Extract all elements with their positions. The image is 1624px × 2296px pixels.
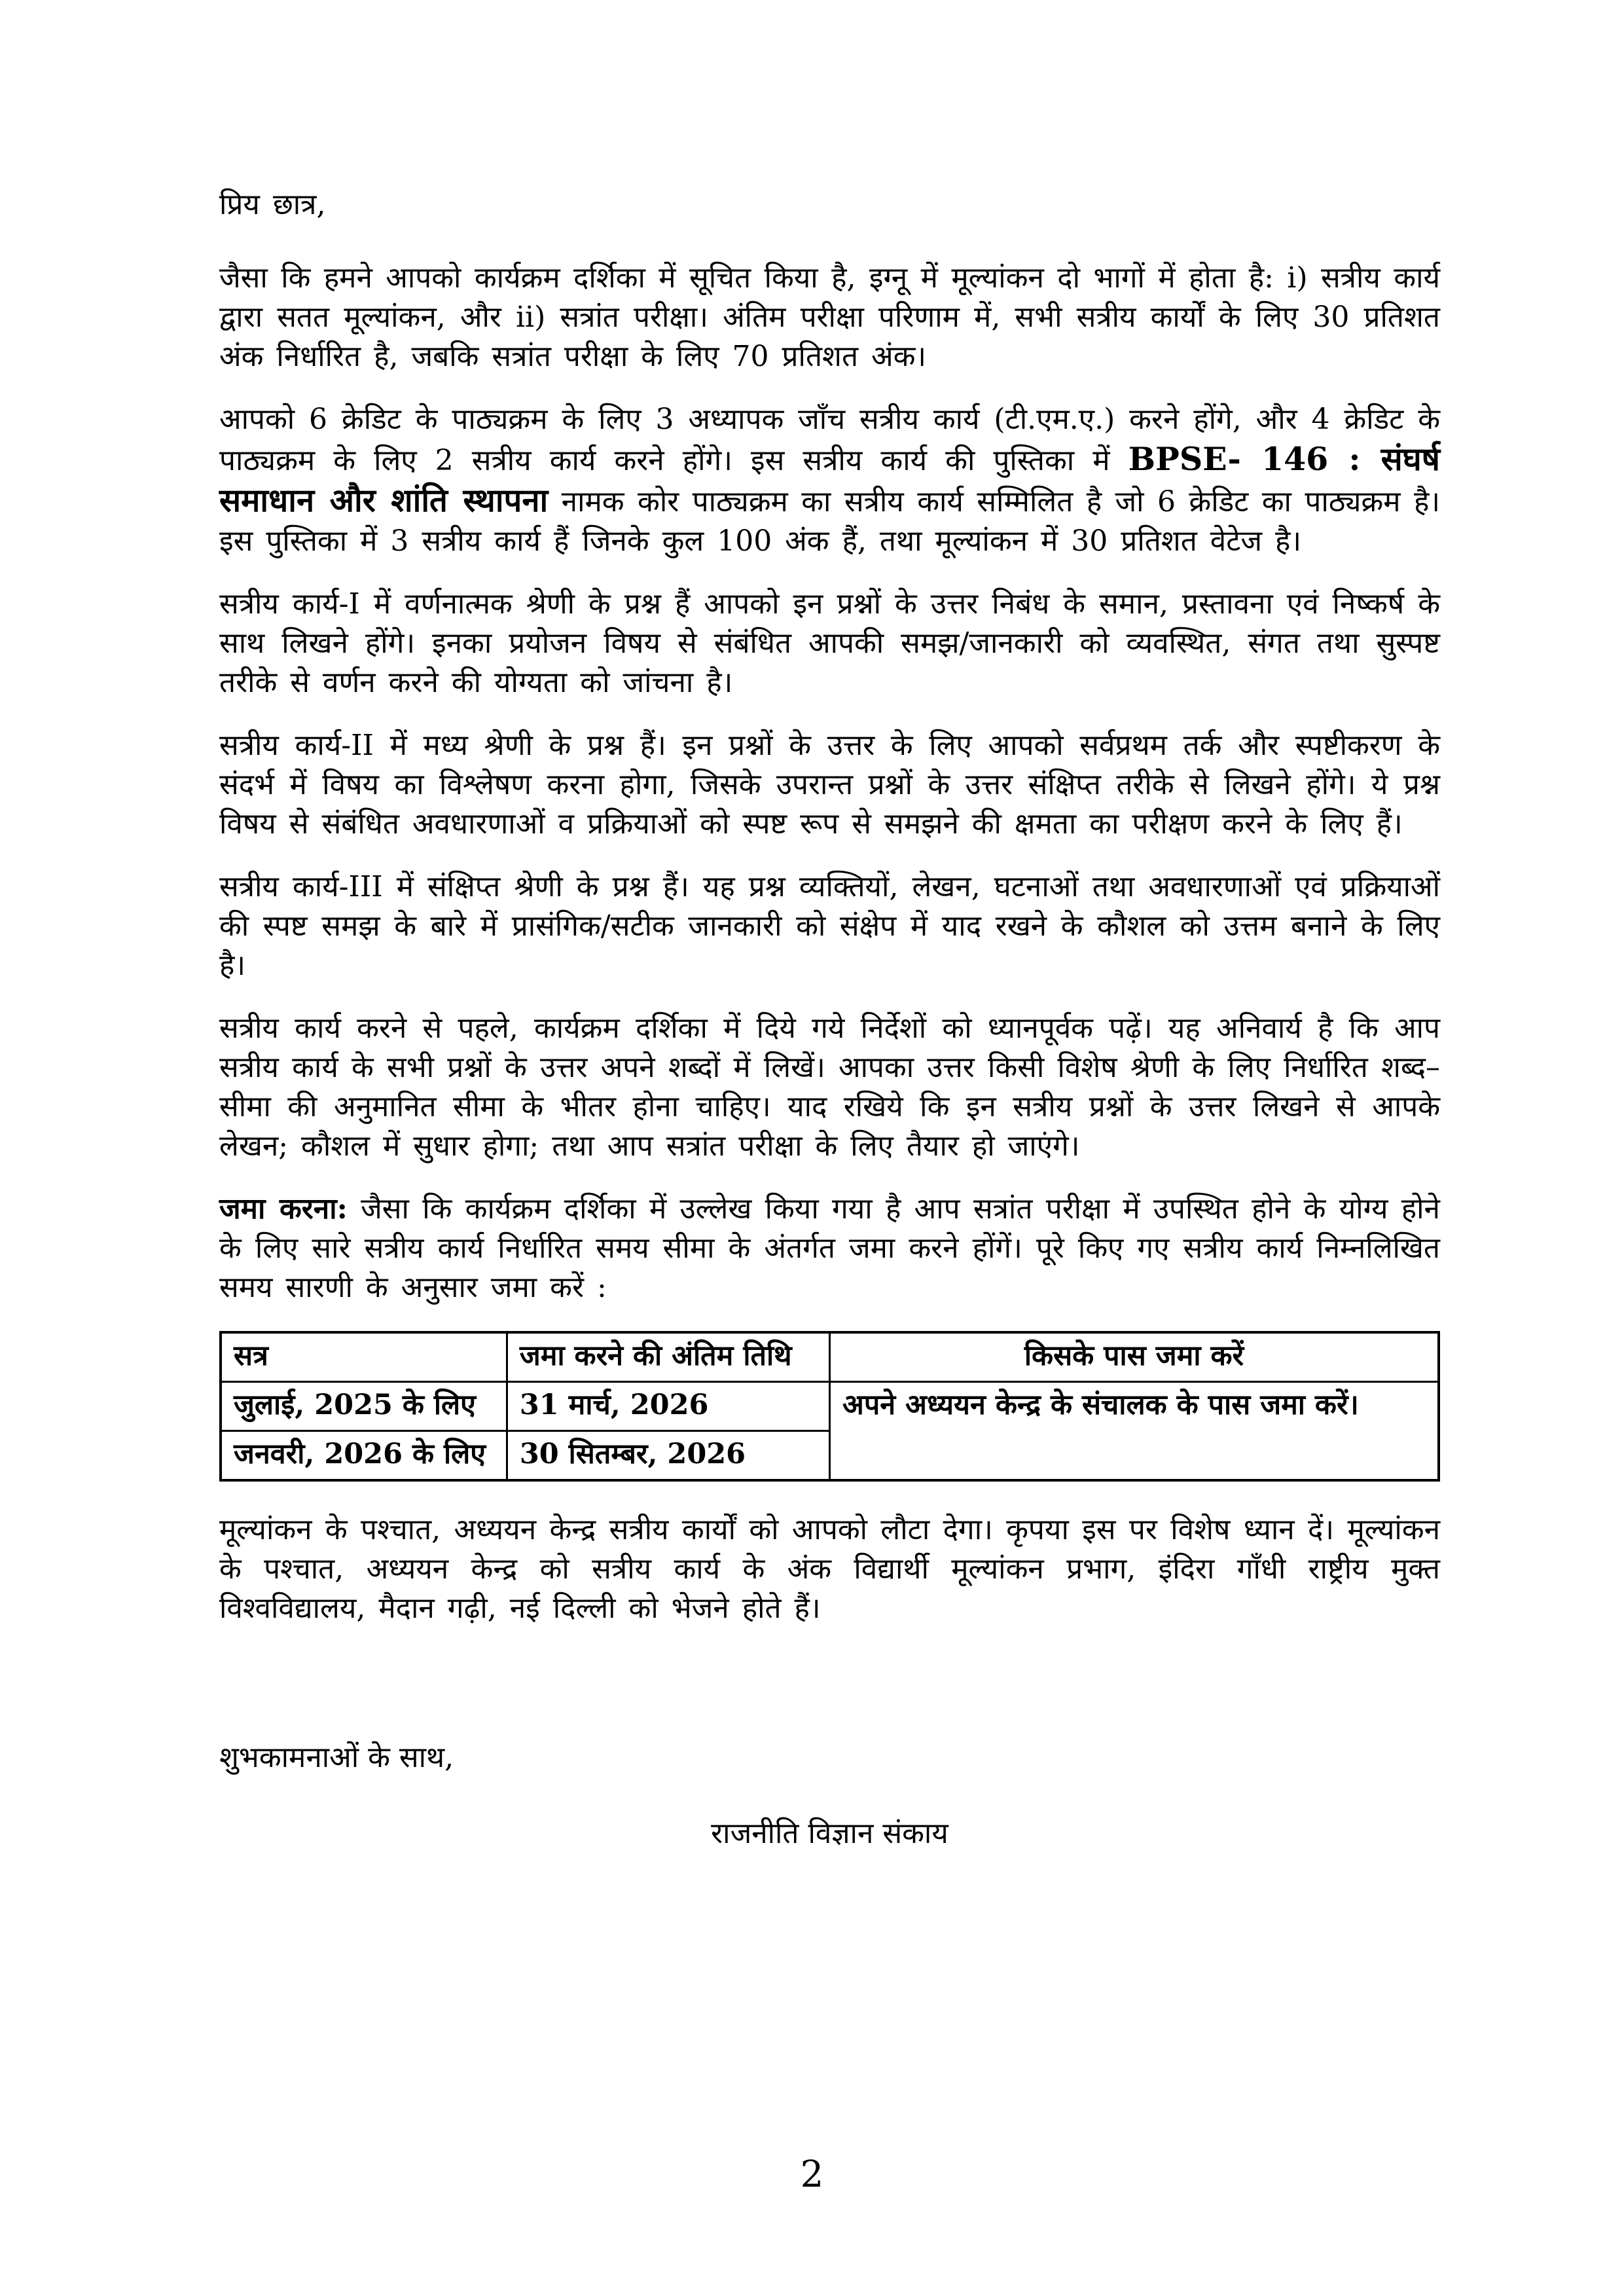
cell-submit-to: अपने अध्ययन केन्द्र के संचालक के पास जमा करें।: [829, 1382, 1439, 1481]
credits-text-post: नामक कोर पाठ्यक्रम का सत्रीय कार्य सम्मिलित है जो 6 क्रेडिट का पाठ्यक्रम है। इस पुस्तिका में 3 सत्रीय कार्य हैं जिनके कुल 100 अंक हैं, तथा मूल्यांकन में 30 प्रतिशत वेटेज है।: [219, 485, 1440, 558]
header-last-date: जमा करने की अंतिम तिथि: [507, 1332, 829, 1382]
paragraph-assignment-2: सत्रीय कार्य-II में मध्य श्रेणी के प्रश्न हैं। इन प्रश्नों के उत्तर के लिए आपको सर्वप्रथम तर्क और स्पष्टीकरण के संदर्भ में विषय का विश्लेषण करना होगा, जिसके उपरान्त प्रश्नों के उत्तर संक्षिप्त तरीके से लिखने होंगे। ये प्रश्न विषय से संबंधित अवधारणाओं व प्रक्रियाओं को स्पष्ट रूप से समझने की क्षमता का परीक्षण करने के लिए हैं।: [219, 729, 1440, 841]
paragraph-assignment-1: सत्रीय कार्य-I में वर्णनात्मक श्रेणी के प्रश्न हैं आपको इन प्रश्नों के उत्तर निबंध के समान, प्रस्तावना एवं निष्कर्ष के साथ लिखने होंगे। इनका प्रयोजन विषय से संबंधित आपकी समझ/जानकारी को व्यवस्थित, संगत तथा सुस्पष्ट तरीके से वर्णन करने की योग्यता को जांचना है।: [219, 587, 1440, 699]
signature-faculty: राजनीति विज्ञान संकाय: [711, 1817, 948, 1850]
page-number: 2: [800, 2153, 824, 2196]
cell-date-march: 31 मार्च, 2026: [507, 1382, 829, 1431]
header-session: सत्र: [221, 1332, 507, 1382]
submission-text: जैसा कि कार्यक्रम दर्शिका में उल्लेख किया गया है आप सत्रांत परीक्षा में उपस्थित होने के योग्य होने के लिए सारे सत्रीय कार्य निर्धारित समय सीमा के अंतर्गत जमा करने होंगें। पूरे किए गए सत्रीय कार्य निम्नलिखित समय सारणी के अनुसार जमा करें :: [219, 1192, 1441, 1304]
table-header-row: [221, 1332, 1439, 1382]
credits-text-pre: आपको 6 क्रेडिट के पाठ्यक्रम के लिए 3 अध्यापक जाँच सत्रीय कार्य (टी.एम.ए.) करने होंगे, और 4 क्रेडिट के पाठ्यक्रम के लिए 2 सत्रीय कार्य करने होंगे। इस सत्रीय कार्य की पुस्तिका में: [219, 403, 1440, 477]
letter-body: [219, 185, 1440, 1853]
submission-label: जमा करना:: [219, 1192, 348, 1226]
paragraph-evaluation-return: मूल्यांकन के पश्चात, अध्ययन केन्द्र सत्रीय कार्यों को आपको लौटा देगा। कृपया इस पर विशेष ध्यान दें। मूल्यांकन के पश्चात, अध्ययन केन्द्र को सत्रीय कार्य के अंक विद्यार्थी मूल्यांकन प्रभाग, इंदिरा गाँधी राष्ट्रीय मुक्त विश्वविद्यालय, मैदान गढ़ी, नई दिल्ली को भेजने होते हैं।: [219, 1513, 1440, 1625]
salutation: प्रिय छात्र,: [219, 188, 326, 221]
cell-date-september: 30 सितम्बर, 2026: [507, 1431, 829, 1481]
cell-session-january: जनवरी, 2026 के लिए: [221, 1431, 507, 1481]
submission-schedule-table: [219, 1331, 1440, 1482]
cell-session-july: जुलाई, 2025 के लिए: [221, 1382, 507, 1431]
header-submit-to: किसके पास जमा करें: [829, 1332, 1439, 1382]
table-row: [221, 1382, 1439, 1431]
course-code-title: BPSE- 146 : संघर्ष समाधान और शांति स्थापना: [219, 440, 1441, 519]
paragraph-submission: [219, 1190, 1440, 1307]
paragraph-assignment-3: सत्रीय कार्य-III में संक्षिप्त श्रेणी के प्रश्न हैं। यह प्रश्न व्यक्तियों, लेखन, घटनाओं तथा अवधारणाओं एवं प्रक्रियाओं की स्पष्ट समझ के बारे में प्रासंगिक/सटीक जानकारी को संक्षेप में याद रखने के कौशल को उत्तम बनाने के लिए है।: [219, 870, 1440, 982]
closing-salutation: शुभकामनाओं के साथ,: [219, 1741, 454, 1774]
paragraph-evaluation-scheme: जैसा कि हमने आपको कार्यक्रम दर्शिका में सूचित किया है, इग्नू में मूल्यांकन दो भागों में होता है: i) सत्रीय कार्य द्वारा सतत मूल्यांकन, और ii) सत्रांत परीक्षा। अंतिम परीक्षा परिणाम में, सभी सत्रीय कार्यों के लिए 30 प्रतिशत अंक निर्धारित है, जबकि सत्रांत परीक्षा के लिए 70 प्रतिशत अंक।: [219, 261, 1440, 373]
paragraph-credits-course: [219, 400, 1440, 561]
paragraph-instructions: सत्रीय कार्य करने से पहले, कार्यक्रम दर्शिका में दिये गये निर्देशों को ध्यानपूर्वक पढ़ें। यह अनिवार्य है कि आप सत्रीय कार्य के सभी प्रश्नों के उत्तर अपने शब्दों में लिखें। आपका उत्तर किसी विशेष श्रेणी के लिए निर्धारित शब्द–सीमा की अनुमानित सीमा के भीतर होना चाहिए। याद रखिये कि इन सत्रीय प्रश्नों के उत्तर लिखने से आपके लेखन; कौशल में सुधार होगा; तथा आप सत्रांत परीक्षा के लिए तैयार हो जाएंगे।: [219, 1011, 1440, 1163]
